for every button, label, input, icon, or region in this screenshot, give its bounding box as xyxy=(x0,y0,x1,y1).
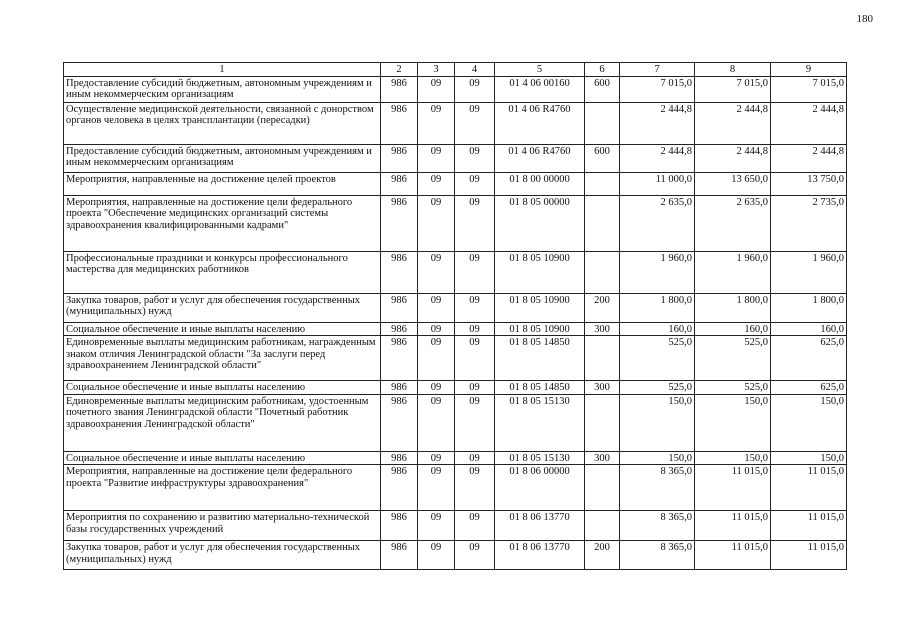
row-name-cell: Социальное обеспечение и иные выплаты населению xyxy=(64,381,381,395)
section-cell: 09 xyxy=(418,293,455,322)
subsection-cell: 09 xyxy=(455,394,495,451)
amount-col7-cell: 2 444,8 xyxy=(620,144,695,172)
subsection-cell: 09 xyxy=(455,144,495,172)
section-cell: 09 xyxy=(418,144,455,172)
subsection-cell: 09 xyxy=(455,381,495,395)
expense-type-cell: 200 xyxy=(585,293,620,322)
target-article-cell: 01 4 06 R4760 xyxy=(495,144,585,172)
amount-col7-cell: 525,0 xyxy=(620,336,695,381)
section-cell: 09 xyxy=(418,195,455,251)
row-name-cell: Мероприятия по сохранению и развитию материально-технической базы государственных учреждений xyxy=(64,511,381,541)
amount-col7-cell: 2 444,8 xyxy=(620,102,695,144)
table-row xyxy=(64,76,847,102)
target-article-cell: 01 8 06 00000 xyxy=(495,465,585,511)
grbs-cell: 986 xyxy=(381,293,418,322)
section-cell: 09 xyxy=(418,336,455,381)
expense-type-cell xyxy=(585,172,620,195)
table-row xyxy=(64,465,847,511)
grbs-cell: 986 xyxy=(381,336,418,381)
amount-col9-cell: 7 015,0 xyxy=(771,76,847,102)
table-row xyxy=(64,172,847,195)
subsection-cell: 09 xyxy=(455,172,495,195)
target-article-cell: 01 8 05 15130 xyxy=(495,451,585,465)
expense-type-cell xyxy=(585,251,620,293)
amount-col7-cell: 8 365,0 xyxy=(620,541,695,570)
amount-col8-cell: 160,0 xyxy=(695,322,771,336)
column-header: 4 xyxy=(455,63,495,77)
amount-col7-cell: 150,0 xyxy=(620,394,695,451)
amount-col8-cell: 7 015,0 xyxy=(695,76,771,102)
expense-type-cell xyxy=(585,336,620,381)
column-header: 9 xyxy=(771,63,847,77)
amount-col8-cell: 2 635,0 xyxy=(695,195,771,251)
amount-col8-cell: 13 650,0 xyxy=(695,172,771,195)
subsection-cell: 09 xyxy=(455,195,495,251)
expense-type-cell: 300 xyxy=(585,381,620,395)
grbs-cell: 986 xyxy=(381,195,418,251)
row-name-cell: Мероприятия, направленные на достижение цели федерального проекта "Обеспечение медицинских организаций системы здравоохранения квалифицированными кадрами" xyxy=(64,195,381,251)
table-row xyxy=(64,541,847,570)
amount-col7-cell: 525,0 xyxy=(620,381,695,395)
amount-col7-cell: 11 000,0 xyxy=(620,172,695,195)
subsection-cell: 09 xyxy=(455,336,495,381)
grbs-cell: 986 xyxy=(381,394,418,451)
amount-col7-cell: 7 015,0 xyxy=(620,76,695,102)
amount-col9-cell: 625,0 xyxy=(771,336,847,381)
subsection-cell: 09 xyxy=(455,451,495,465)
section-cell: 09 xyxy=(418,381,455,395)
column-header: 7 xyxy=(620,63,695,77)
amount-col8-cell: 1 800,0 xyxy=(695,293,771,322)
amount-col9-cell: 160,0 xyxy=(771,322,847,336)
table-row xyxy=(64,322,847,336)
subsection-cell: 09 xyxy=(455,251,495,293)
amount-col9-cell: 2 735,0 xyxy=(771,195,847,251)
row-name-cell: Предоставление субсидий бюджетным, автономным учреждениям и иным некоммерческим организациям xyxy=(64,144,381,172)
amount-col9-cell: 625,0 xyxy=(771,381,847,395)
amount-col7-cell: 8 365,0 xyxy=(620,511,695,541)
table-row xyxy=(64,195,847,251)
subsection-cell: 09 xyxy=(455,102,495,144)
amount-col8-cell: 150,0 xyxy=(695,451,771,465)
amount-col8-cell: 11 015,0 xyxy=(695,465,771,511)
row-name-cell: Единовременные выплаты медицинским работникам, награжденным знаком отличия Ленинградской области "За заслуги перед здравоохранением Ленинградской области" xyxy=(64,336,381,381)
section-cell: 09 xyxy=(418,451,455,465)
grbs-cell: 986 xyxy=(381,322,418,336)
amount-col9-cell: 1 960,0 xyxy=(771,251,847,293)
expense-type-cell: 300 xyxy=(585,451,620,465)
row-name-cell: Социальное обеспечение и иные выплаты населению xyxy=(64,451,381,465)
target-article-cell: 01 8 05 14850 xyxy=(495,381,585,395)
amount-col8-cell: 2 444,8 xyxy=(695,144,771,172)
grbs-cell: 986 xyxy=(381,144,418,172)
column-header: 1 xyxy=(64,63,381,77)
amount-col9-cell: 11 015,0 xyxy=(771,465,847,511)
header-row xyxy=(64,63,847,77)
column-header: 3 xyxy=(418,63,455,77)
target-article-cell: 01 8 05 15130 xyxy=(495,394,585,451)
amount-col7-cell: 2 635,0 xyxy=(620,195,695,251)
section-cell: 09 xyxy=(418,465,455,511)
amount-col8-cell: 1 960,0 xyxy=(695,251,771,293)
amount-col7-cell: 160,0 xyxy=(620,322,695,336)
table-row xyxy=(64,293,847,322)
amount-col8-cell: 525,0 xyxy=(695,381,771,395)
amount-col8-cell: 150,0 xyxy=(695,394,771,451)
section-cell: 09 xyxy=(418,76,455,102)
row-name-cell: Профессиональные праздники и конкурсы профессионального мастерства для медицинских работников xyxy=(64,251,381,293)
table-row xyxy=(64,451,847,465)
subsection-cell: 09 xyxy=(455,511,495,541)
target-article-cell: 01 4 06 R4760 xyxy=(495,102,585,144)
expense-type-cell: 300 xyxy=(585,322,620,336)
budget-table xyxy=(63,62,847,570)
target-article-cell: 01 4 06 00160 xyxy=(495,76,585,102)
section-cell: 09 xyxy=(418,102,455,144)
target-article-cell: 01 8 05 10900 xyxy=(495,293,585,322)
amount-col9-cell: 150,0 xyxy=(771,394,847,451)
expense-type-cell xyxy=(585,511,620,541)
amount-col8-cell: 2 444,8 xyxy=(695,102,771,144)
amount-col8-cell: 11 015,0 xyxy=(695,541,771,570)
grbs-cell: 986 xyxy=(381,172,418,195)
target-article-cell: 01 8 05 10900 xyxy=(495,322,585,336)
expense-type-cell xyxy=(585,195,620,251)
section-cell: 09 xyxy=(418,511,455,541)
expense-type-cell: 200 xyxy=(585,541,620,570)
target-article-cell: 01 8 05 00000 xyxy=(495,195,585,251)
amount-col9-cell: 13 750,0 xyxy=(771,172,847,195)
subsection-cell: 09 xyxy=(455,76,495,102)
amount-col8-cell: 11 015,0 xyxy=(695,511,771,541)
table-row xyxy=(64,394,847,451)
section-cell: 09 xyxy=(418,322,455,336)
amount-col7-cell: 1 960,0 xyxy=(620,251,695,293)
table-row xyxy=(64,381,847,395)
table-row xyxy=(64,336,847,381)
amount-col9-cell: 2 444,8 xyxy=(771,144,847,172)
row-name-cell: Предоставление субсидий бюджетным, автономным учреждениям и иным некоммерческим организациям xyxy=(64,76,381,102)
row-name-cell: Закупка товаров, работ и услуг для обеспечения государственных (муниципальных) нужд xyxy=(64,541,381,570)
target-article-cell: 01 8 06 13770 xyxy=(495,541,585,570)
amount-col7-cell: 1 800,0 xyxy=(620,293,695,322)
row-name-cell: Единовременные выплаты медицинским работникам, удостоенным почетного звания Ленинградской области "Почетный работник здравоохранения Ленинградской области" xyxy=(64,394,381,451)
column-header: 6 xyxy=(585,63,620,77)
table-row xyxy=(64,511,847,541)
expense-type-cell xyxy=(585,465,620,511)
grbs-cell: 986 xyxy=(381,465,418,511)
target-article-cell: 01 8 00 00000 xyxy=(495,172,585,195)
grbs-cell: 986 xyxy=(381,251,418,293)
section-cell: 09 xyxy=(418,172,455,195)
table-row xyxy=(64,144,847,172)
page-number: 180 xyxy=(856,13,873,25)
amount-col9-cell: 150,0 xyxy=(771,451,847,465)
grbs-cell: 986 xyxy=(381,451,418,465)
expense-type-cell: 600 xyxy=(585,144,620,172)
amount-col8-cell: 525,0 xyxy=(695,336,771,381)
column-header: 5 xyxy=(495,63,585,77)
amount-col9-cell: 11 015,0 xyxy=(771,541,847,570)
target-article-cell: 01 8 05 10900 xyxy=(495,251,585,293)
section-cell: 09 xyxy=(418,394,455,451)
column-header: 2 xyxy=(381,63,418,77)
target-article-cell: 01 8 05 14850 xyxy=(495,336,585,381)
grbs-cell: 986 xyxy=(381,541,418,570)
target-article-cell: 01 8 06 13770 xyxy=(495,511,585,541)
amount-col9-cell: 2 444,8 xyxy=(771,102,847,144)
expense-type-cell xyxy=(585,102,620,144)
row-name-cell: Мероприятия, направленные на достижение целей проектов xyxy=(64,172,381,195)
amount-col7-cell: 150,0 xyxy=(620,451,695,465)
row-name-cell: Социальное обеспечение и иные выплаты населению xyxy=(64,322,381,336)
amount-col9-cell: 11 015,0 xyxy=(771,511,847,541)
grbs-cell: 986 xyxy=(381,102,418,144)
column-header: 8 xyxy=(695,63,771,77)
amount-col7-cell: 8 365,0 xyxy=(620,465,695,511)
grbs-cell: 986 xyxy=(381,381,418,395)
grbs-cell: 986 xyxy=(381,511,418,541)
grbs-cell: 986 xyxy=(381,76,418,102)
section-cell: 09 xyxy=(418,251,455,293)
expense-type-cell xyxy=(585,394,620,451)
row-name-cell: Закупка товаров, работ и услуг для обеспечения государственных (муниципальных) нужд xyxy=(64,293,381,322)
amount-col9-cell: 1 800,0 xyxy=(771,293,847,322)
expense-type-cell: 600 xyxy=(585,76,620,102)
subsection-cell: 09 xyxy=(455,293,495,322)
table-row xyxy=(64,251,847,293)
row-name-cell: Осуществление медицинской деятельности, связанной с донорством органов человека в целях трансплантации (пересадки) xyxy=(64,102,381,144)
table-row xyxy=(64,102,847,144)
subsection-cell: 09 xyxy=(455,465,495,511)
subsection-cell: 09 xyxy=(455,322,495,336)
row-name-cell: Мероприятия, направленные на достижение цели федерального проекта "Развитие инфраструктуры здравоохранения" xyxy=(64,465,381,511)
section-cell: 09 xyxy=(418,541,455,570)
subsection-cell: 09 xyxy=(455,541,495,570)
